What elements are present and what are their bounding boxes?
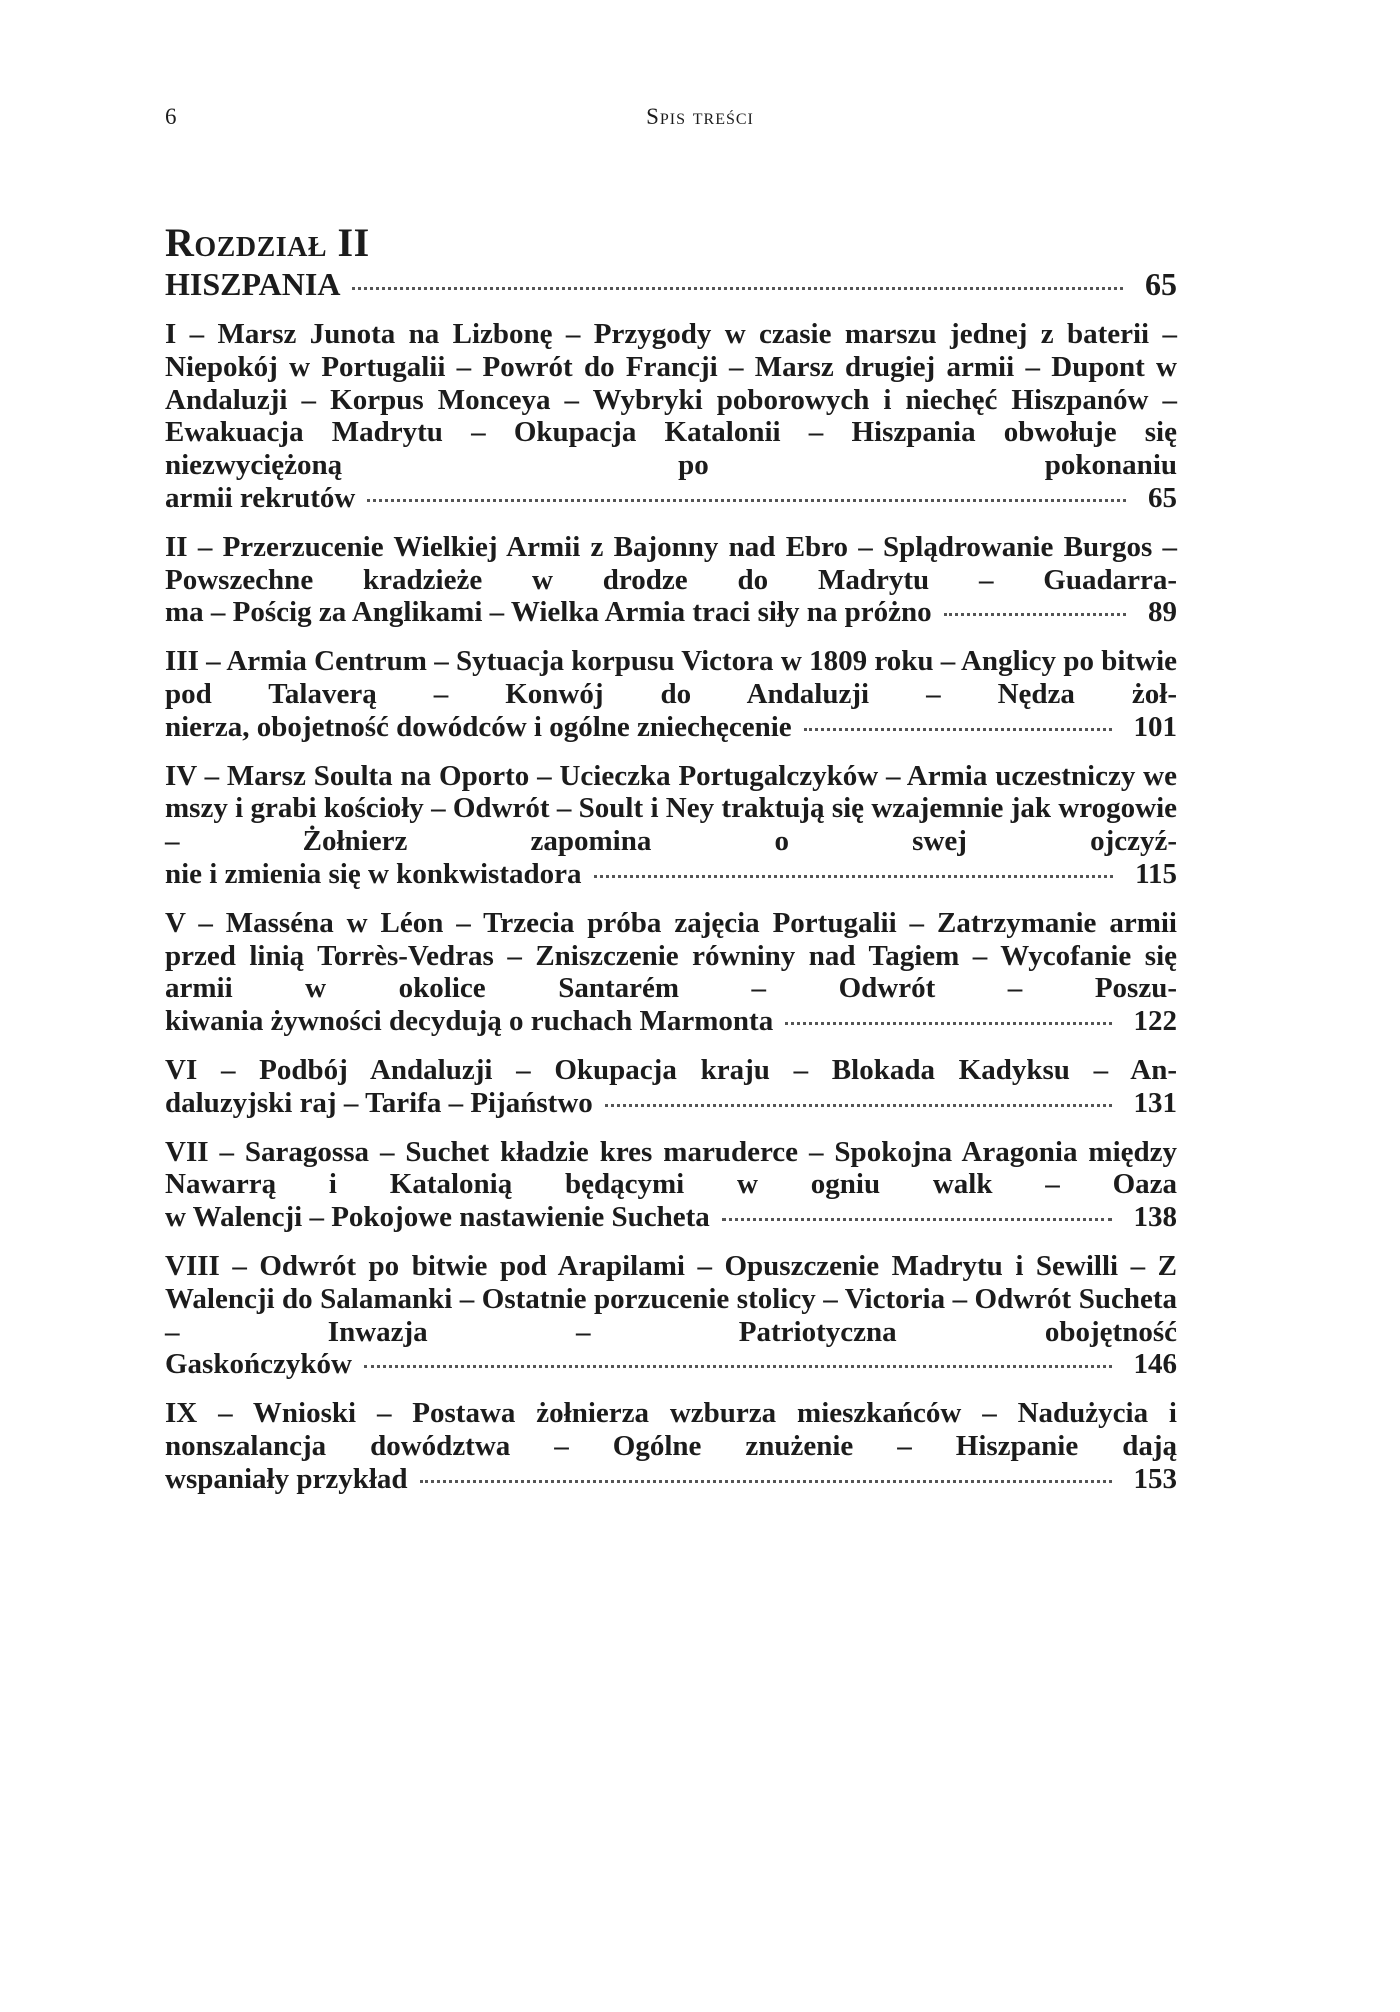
- dot-leader: [420, 1480, 1112, 1483]
- entry-text: IX – Wnioski – Postawa żołnierza wzburza mieszkańców – Nadużycia i nonszalancja dowództwa – Ogólne znużenie – Hiszpanie dają: [165, 1397, 1177, 1462]
- entry-text: III – Armia Centrum – Sytuacja korpusu Victora w 1809 roku – Anglicy po bitwie pod Talaverą – Konwój do Andaluzji – Nędza żoł-: [165, 645, 1177, 710]
- entry-page-number: 101: [1133, 710, 1177, 743]
- entry-last-text: nie i zmienia się w konkwistadora: [165, 857, 582, 890]
- toc-entry: [165, 318, 1177, 515]
- entry-page-number: 138: [1133, 1201, 1177, 1234]
- entry-last-text: armii rekrutów: [165, 481, 356, 514]
- toc-entry: [165, 1054, 1177, 1120]
- entry-last-line: [165, 482, 1177, 515]
- running-title: Spis treści: [646, 104, 754, 129]
- entry-page-number: 131: [1133, 1086, 1177, 1119]
- entry-last-text: Gaskończyków: [165, 1348, 352, 1381]
- dot-leader: [722, 1218, 1112, 1221]
- entry-text: VII – Saragossa – Suchet kładzie kres maruderce – Spokojna Aragonia między Nawarrą i Katalonią będącymi w ogniu walk – Oaza: [165, 1135, 1177, 1201]
- entry-text: II – Przerzucenie Wielkiej Armii z Bajonny nad Ebro – Splądrowanie Burgos – Powszechne kradzieże w drodze do Madrytu – Guadarra-: [165, 530, 1177, 596]
- table-of-contents: [165, 222, 1177, 1512]
- entry-last-line: [165, 711, 1177, 744]
- entry-last-text: nierza, obojetność dowódców i ogólne zniechęcenie: [165, 710, 792, 743]
- toc-entry: [165, 760, 1177, 891]
- dot-leader: [364, 1365, 1112, 1368]
- dot-leader: [594, 875, 1114, 878]
- dot-leader: [785, 1022, 1111, 1025]
- entry-page-number: 115: [1135, 857, 1177, 890]
- entry-page-number: 122: [1133, 1005, 1177, 1038]
- entry-last-line: [165, 1201, 1177, 1234]
- entry-text: I – Marsz Junota na Lizbonę – Przygody w czasie marszu jednej z baterii – Niepokój w Portugalii – Powrót do Francji – Marsz drugiej armii – Dupont w Andaluzji – Korpus Monceya – Wybryki poborowych i niechęć Hiszpanów – Ewakuacja Madrytu – Okupacja Katalonii – Hiszpania obwołuje się niezwyciężoną po pokonaniu: [165, 318, 1177, 482]
- entry-text: VI – Podbój Andaluzji – Okupacja kraju – Blokada Kadyksu – An-: [165, 1053, 1177, 1086]
- entry-page-number: 153: [1133, 1462, 1177, 1495]
- toc-entry: [165, 1250, 1177, 1381]
- entry-page-number: 89: [1148, 596, 1177, 629]
- chapter-page-number: 65: [1145, 266, 1177, 302]
- entry-last-text: daluzyjski raj – Tarifa – Pijaństwo: [165, 1086, 593, 1119]
- toc-entry: [165, 531, 1177, 629]
- entry-text: IV – Marsz Soulta na Oporto – Ucieczka Portugalczyków – Armia uczestniczy we mszy i grabi kościoły – Odwrót – Soult i Ney traktują się wzajemnie jak wrogowie – Żołnierz zapomina o swej ojczyź-: [165, 759, 1177, 858]
- entry-last-line: [165, 1087, 1177, 1120]
- dot-leader: [605, 1104, 1112, 1107]
- entry-last-text: kiwania żywności decydują o ruchach Marmonta: [165, 1005, 774, 1038]
- entry-last-line: [165, 596, 1177, 629]
- chapter-title-line: [165, 264, 1177, 304]
- entry-page-number: 146: [1133, 1348, 1177, 1381]
- toc-entry: [165, 1136, 1177, 1234]
- dot-leader: [804, 728, 1112, 731]
- entry-last-text: w Walencji – Pokojowe nastawienie Sucheta: [165, 1201, 710, 1234]
- toc-entry: [165, 645, 1177, 743]
- chapter-label: Rozdział II: [165, 220, 370, 265]
- running-head: [0, 104, 1400, 134]
- dot-leader: [367, 499, 1126, 502]
- entry-page-number: 65: [1148, 481, 1177, 514]
- entry-last-text: ma – Pościg za Anglikami – Wielka Armia traci siły na próżno: [165, 596, 932, 629]
- dot-leader: [352, 287, 1123, 290]
- toc-entry: [165, 1397, 1177, 1495]
- entry-last-line: [165, 1463, 1177, 1496]
- toc-entry: [165, 907, 1177, 1038]
- page-number: 6: [165, 104, 177, 129]
- entry-last-line: [165, 1348, 1177, 1381]
- entry-last-line: [165, 858, 1177, 891]
- entry-text: V – Masséna w Léon – Trzecia próba zajęcia Portugalii – Zatrzymanie armii przed linią Torrès-Vedras – Zniszczenie równiny nad Tagiem – Wycofanie się armii w okolice Santarém – Odwrót – Poszu-: [165, 906, 1177, 1005]
- chapter-title: HISZPANIA: [165, 266, 341, 302]
- dot-leader: [944, 613, 1126, 616]
- entry-last-line: [165, 1005, 1177, 1038]
- entry-last-text: wspaniały przykład: [165, 1462, 408, 1495]
- entry-text: VIII – Odwrót po bitwie pod Arapilami – Opuszczenie Madrytu i Sewilli – Z Walencji do Salamanki – Ostatnie porzucenie stolicy – Victoria – Odwrót Sucheta – Inwazja – Patriotyczna obojętność: [165, 1249, 1177, 1348]
